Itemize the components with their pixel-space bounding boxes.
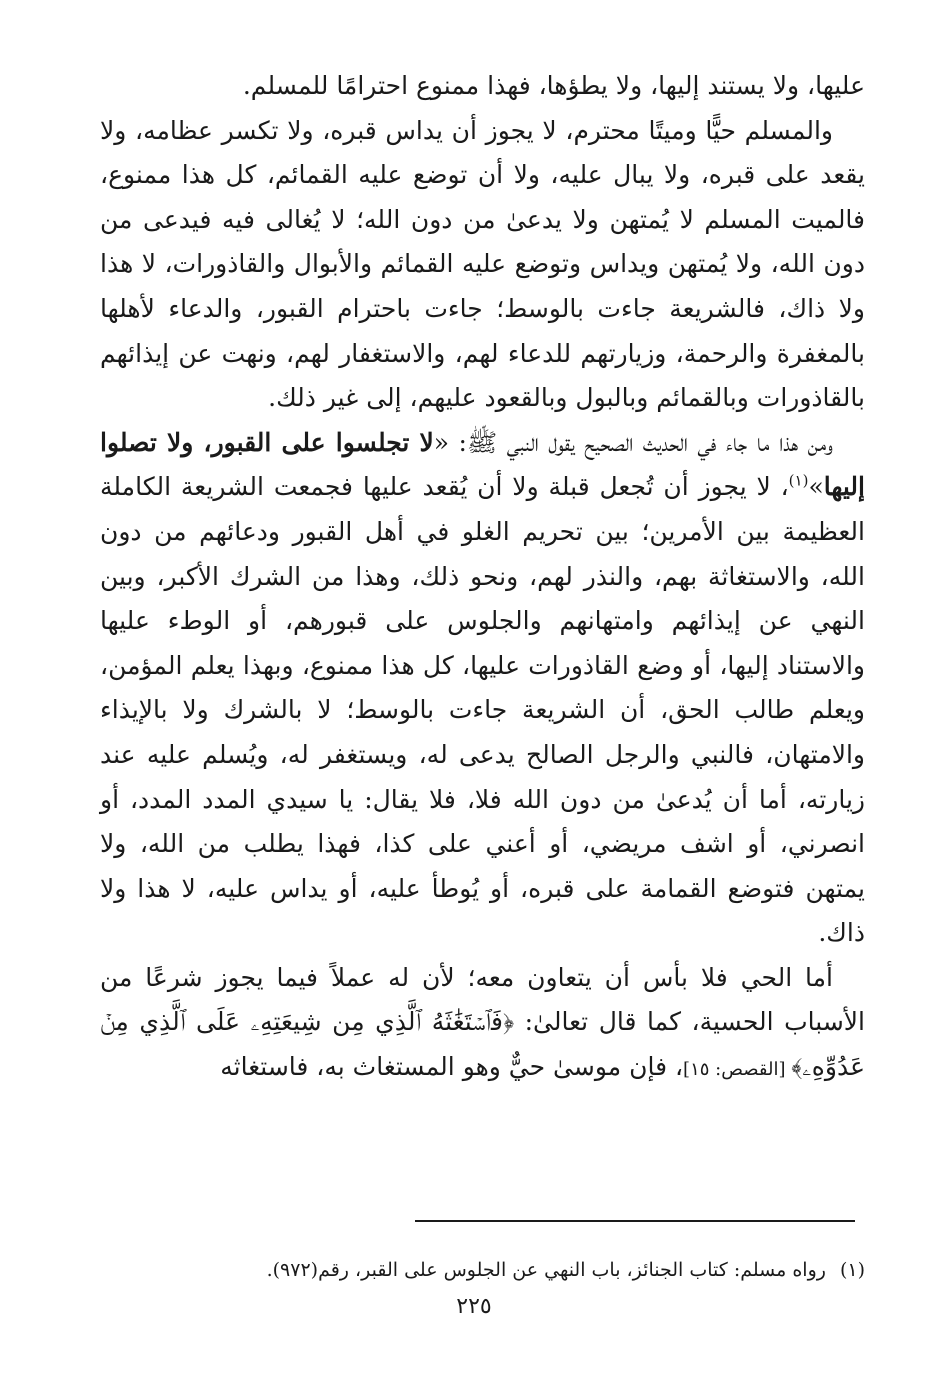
footnote-marker[interactable]: (١) — [788, 472, 809, 491]
paragraph-quran — [100, 956, 865, 1093]
paragraph-hadith — [100, 421, 865, 956]
footnote-number: (١) — [839, 1259, 865, 1281]
paragraph-text: ومن هذا ما جاء في الحديث الصحيح يقول النبي ﷺ: « — [433, 427, 833, 457]
page-number: ٢٢٥ — [456, 1294, 492, 1319]
paragraph-text: أما الحي فلا بأس أن يتعاون معه؛ لأن له عملاً فيما يجوز شرعًا من الأسباب الحسية، كما قال تعالىٰ: — [100, 962, 865, 1037]
quote-close: » — [808, 472, 824, 502]
sura-reference: [القصص: ١٥] — [683, 1059, 792, 1081]
paragraph-text: ، لا يجوز أن تُجعل قبلة ولا أن يُقعد عليها فجمعت الشريعة الكاملة العظيمة بين الأمرين؛ بين تحريم الغلو في أهل القبور ودعائهم من دون الله، والاستغاثة بهم، والنذر لهم، ونحو ذلك، وهذا من الشرك الأكبر، وبين النهي عن إيذائهم وامتهانهم والجلوس على قبورهم، أو الوطء عليها والاستناد إليها، أو وضع القاذورات عليها، كل هذا ممنوع، وبهذا يعلم المؤمن، ويعلم طالب الحق، أن الشريعة جاءت بالوسط؛ لا بالشرك ولا بالإيذاء والامتهان، فالنبي والرجل الصالح يدعى له، ويستغفر له، ويُسلم عليه عند زيارته، أما أن يُدعىٰ من دون الله فلا، فلا يقال: يا سيدي المدد المدد، أو انصرني، أو اشف مريضي، أو أعني على كذا، فهذا يطلب من الله، ولا يمتهن فتوضع القمامة على قبره، أو يُوطأ عليه، أو يداس عليه، لا هذا ولا ذاك. — [100, 472, 865, 948]
quran-verse: ﴿فَٱسۡتَغَٰثَهُ ٱلَّذِي مِن شِيعَتِهِۦ عَلَى ٱلَّذِي مِنۡ عَدُوِّهِۦ﴾ — [100, 1007, 865, 1082]
footnote-text: رواه مسلم: كتاب الجنائز، باب النهي عن الجلوس على القبر، رقم(٩٧٢). — [266, 1259, 826, 1281]
footnote-divider — [415, 1220, 855, 1222]
paragraph: والمسلم حيًّا وميتًا محترم، لا يجوز أن يداس قبره، ولا تكسر عظامه، ولا يقعد على قبره، ولا يبال عليه، ولا أن توضع عليه القمائم، كل هذا ممنوع، فالميت المسلم لا يُمتهن ولا يدعىٰ من دون الله؛ لا يُغالى فيه فيدعى من دون الله، ولا يُمتهن ويداس وتوضع عليه القمائم والأبوال والقاذورات، لا هذا ولا ذاك، فالشريعة جاءت بالوسط؛ جاءت باحترام القبور، والدعاء لأهلها بالمغفرة والرحمة، وزيارتهم للدعاء لهم، والاستغفار لهم، ونهت عن إيذائهم بالقاذورات وبالقمائم وبالبول وبالقعود عليهم، إلى غير ذلك. — [100, 115, 865, 413]
hadith-quote: لا تجلسوا على القبور، ولا تصلوا إليها — [100, 427, 865, 502]
footnote — [100, 1256, 865, 1284]
paragraph: عليها، ولا يستند إليها، ولا يطؤها، فهذا ممنوع احترامًا للمسلم. — [242, 71, 865, 100]
main-text — [100, 64, 865, 1093]
paragraph-text: ، فإن موسىٰ حيٌّ وهو المستغاث به، فاستغاثه — [220, 1052, 684, 1082]
